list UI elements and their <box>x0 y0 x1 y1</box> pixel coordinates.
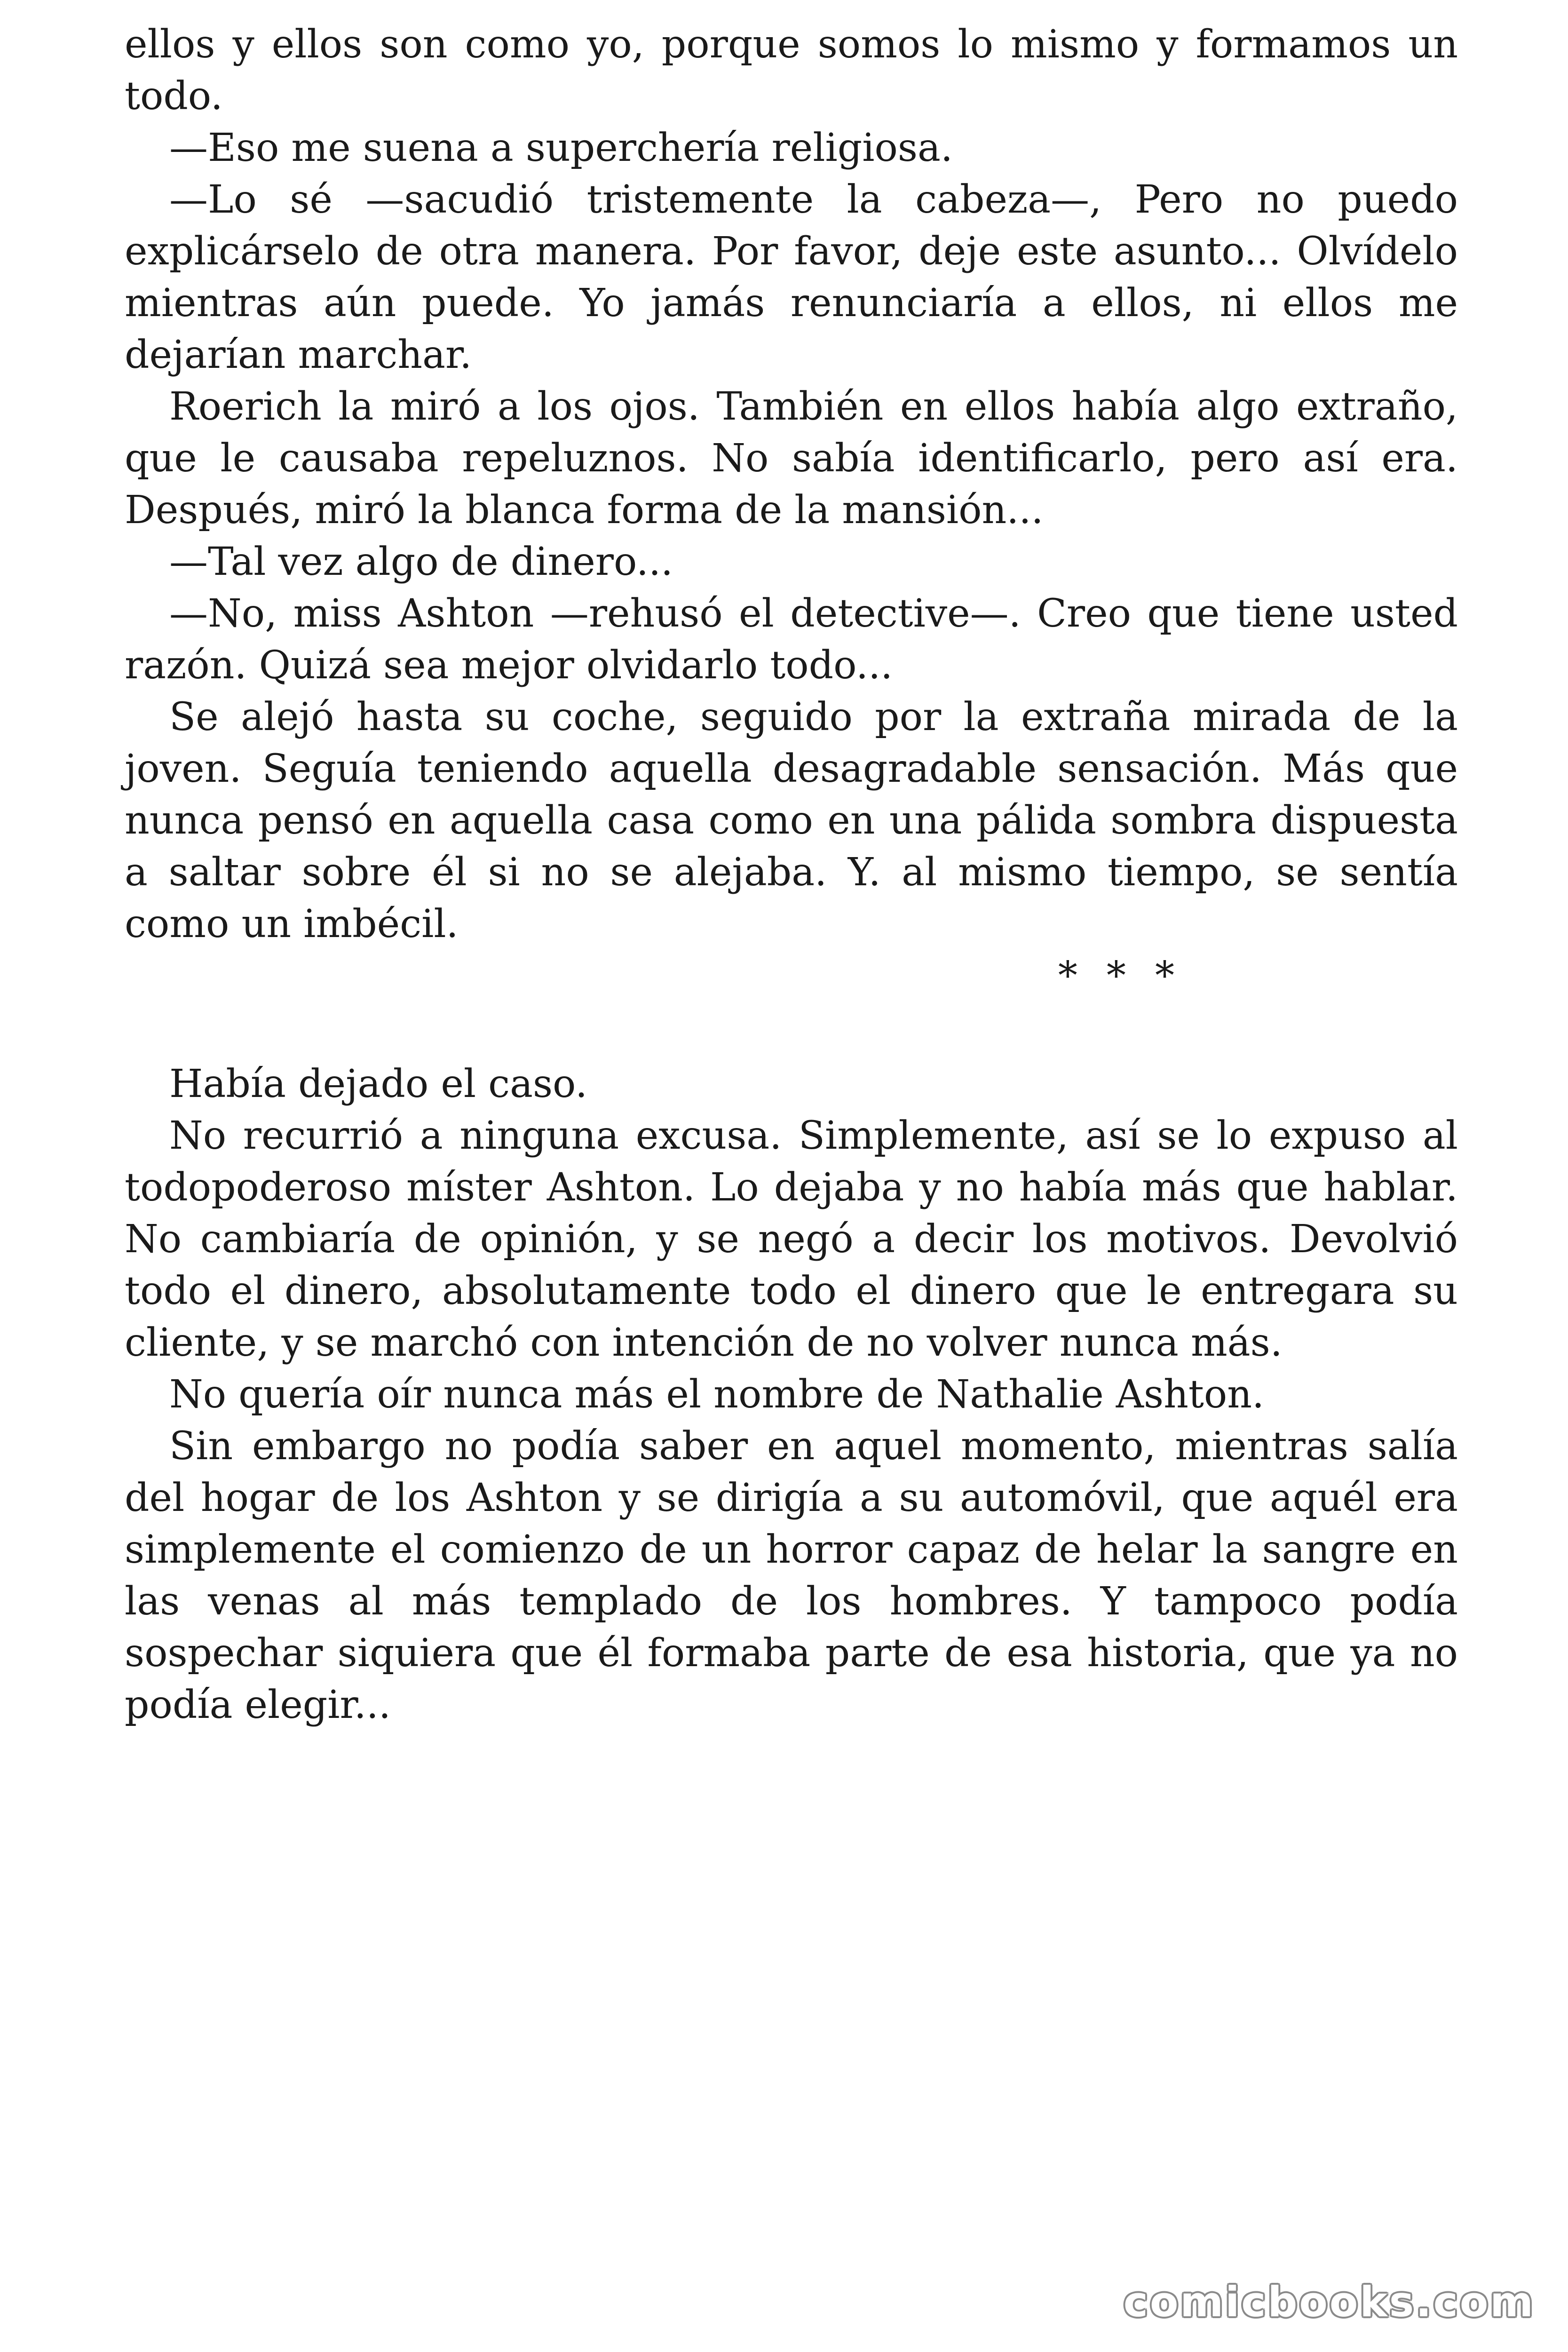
paragraph: —Tal vez algo de dinero... <box>169 540 673 584</box>
paragraph: No quería oír nunca más el nombre de Nathalie Ashton. <box>169 1372 1265 1417</box>
paragraph: Sin embargo no podía saber en aquel momento, mientras salía del hogar de los Ashton y se dirigía a su automóvil, que aquél era simplemente el comienzo de un horror capaz de helar la sangre en las venas al más templado de los hombres. Y tampoco podía sospechar siquiera que él formaba parte de esa historia, que ya no podía elegir... <box>125 1424 1458 1727</box>
section-spacer <box>125 1002 1458 1058</box>
paragraph: —No, miss Ashton —rehusó el detective—. Creo que tiene usted razón. Quizá sea mejor olvidarlo todo... <box>125 591 1458 688</box>
paragraph-continued: ellos y ellos son como yo, porque somos lo mismo y formamos un todo. <box>125 22 1458 119</box>
book-page <box>125 19 1458 1731</box>
paragraph: No recurrió a ninguna excusa. Simplemente, así se lo expuso al todopoderoso míster Ashton. Lo dejaba y no había más que hablar. No cambiaría de opinión, y se negó a decir los motivos. Devolvió todo el dinero, absolutamente todo el dinero que le entregara su cliente, y se marchó con intención de no volver nunca más. <box>125 1113 1458 1365</box>
paragraph: Se alejó hasta su coche, seguido por la extraña mirada de la joven. Seguía teniendo aquella desagradable sensación. Más que nunca pensó en aquella casa como en una pálida sombra dispuesta a saltar sobre él si no se alejaba. Y. al mismo tiempo, se sentía como un imbécil. <box>125 695 1458 946</box>
paragraph: Roerich la miró a los ojos. También en ellos había algo extraño, que le causaba repeluznos. No sabía identificarlo, pero así era. Después, miró la blanca forma de la mansión... <box>125 384 1458 532</box>
text-section-1 <box>125 19 1458 950</box>
watermark-logo: comicbooks.com <box>1123 2278 1535 2326</box>
paragraph: —Eso me suena a superchería religiosa. <box>169 126 953 170</box>
scene-separator: * * * <box>1058 954 1183 998</box>
text-section-2 <box>125 1058 1458 1731</box>
paragraph: Había dejado el caso. <box>169 1062 588 1106</box>
paragraph: —Lo sé —sacudió tristemente la cabeza—, Pero no puedo explicárselo de otra manera. Por favor, deje este asunto... Olvídelo mientras aún puede. Yo jamás renunciaría a ellos, ni ellos me dejarían marchar. <box>125 177 1458 377</box>
